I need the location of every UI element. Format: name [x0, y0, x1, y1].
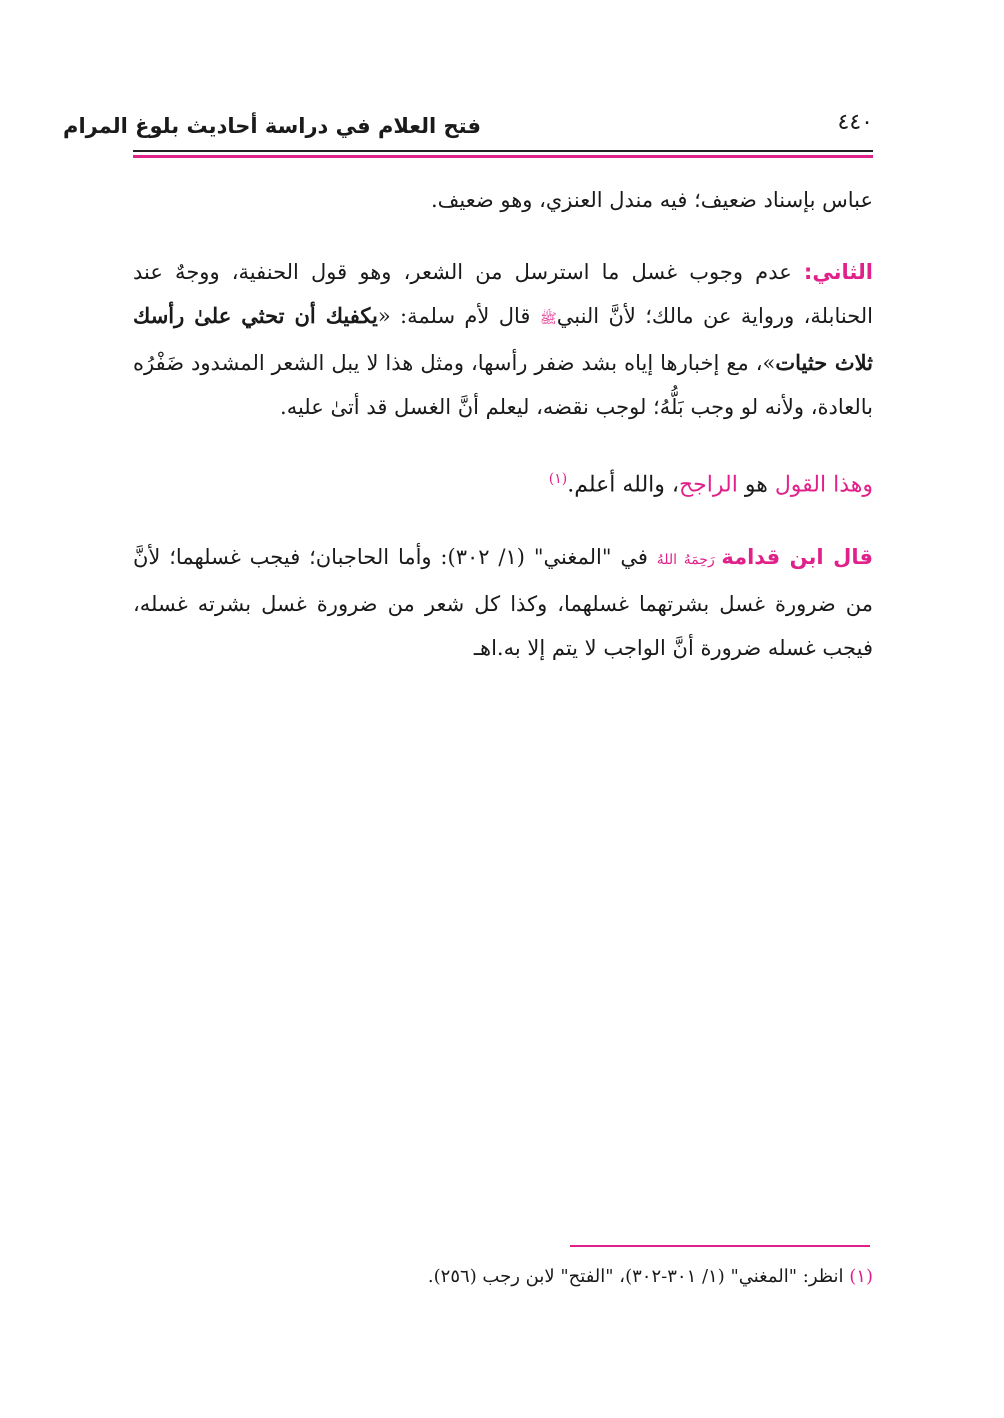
paragraph-2: الثاني: عدم وجوب غسل ما استرسل من الشعر، وهو قول الحنفية، ووجهٌ عند الحنابلة، ورواية عن مالك؛ لأنَّ النبيﷺ قال لأم سلمة: «يكفيك أن تحثي علىٰ رأسك ثلاث حثيات»، مع إخبارها إياه بشد ضفر رأسها، ومثل هذا لا يبل الشعر المشدود ضَفْرُه بالعادة، ولأنه لو وجب بَلُّهُ؛ لوجب نقضه، ليعلم أنَّ الغسل قد أتىٰ عليه.: [133, 260, 873, 419]
running-header: [63, 108, 873, 148]
header-rule-thin: [133, 150, 873, 152]
rahimahullah-mark: رَحِمَهُ اللهُ: [656, 552, 722, 569]
page-number: ٤٤٠: [837, 110, 873, 135]
footnote-1: (١) انظر: "المغني" (١/ ٣٠١-٣٠٢)، "الفتح" لابن رجب (٢٥٦).: [427, 1266, 873, 1287]
footnote-source-2: "الفتح": [560, 1266, 614, 1287]
source-title: "المغني": [533, 545, 612, 570]
footnote-ref: (١): [548, 471, 568, 487]
verdict-line: وهذا القول هو الراجح، والله أعلم.$^{(١)}$: [548, 471, 873, 498]
hadith-quote: يكفيك أن تحثي علىٰ رأسك ثلاث حثيات: [133, 303, 873, 375]
scholar-name: قال ابن قدامة: [721, 545, 873, 570]
salutation-mark: ﷺ: [539, 311, 557, 327]
footnote-separator: [570, 1245, 870, 1247]
main-text: [133, 178, 873, 670]
paragraph-1: عباس بإسناد ضعيف؛ فيه مندل العنزي، وهو ضعيف.: [430, 188, 873, 212]
book-title: فتح العلام في دراسة أحاديث بلوغ المرام: [63, 114, 481, 138]
paragraph-3: قال ابن قدامة رَحِمَهُ اللهُ في "المغني" (١/ ٣٠٢): وأما الحاجبان؛ فيجب غسلهما؛ لأنَّ من ضرورة غسل بشرتهما غسلهما، وكذا كل شعر من ضرورة غسل بشرته غسله، فيجب غسله ضرورة أنَّ الواجب لا يتم إلا به.اهـ: [133, 545, 873, 661]
header-rule-pink: [133, 155, 873, 158]
footnote-number: (١): [849, 1266, 873, 1287]
section-label-second: الثاني:: [803, 260, 873, 284]
footnote-source-1: "المغني": [730, 1266, 798, 1287]
